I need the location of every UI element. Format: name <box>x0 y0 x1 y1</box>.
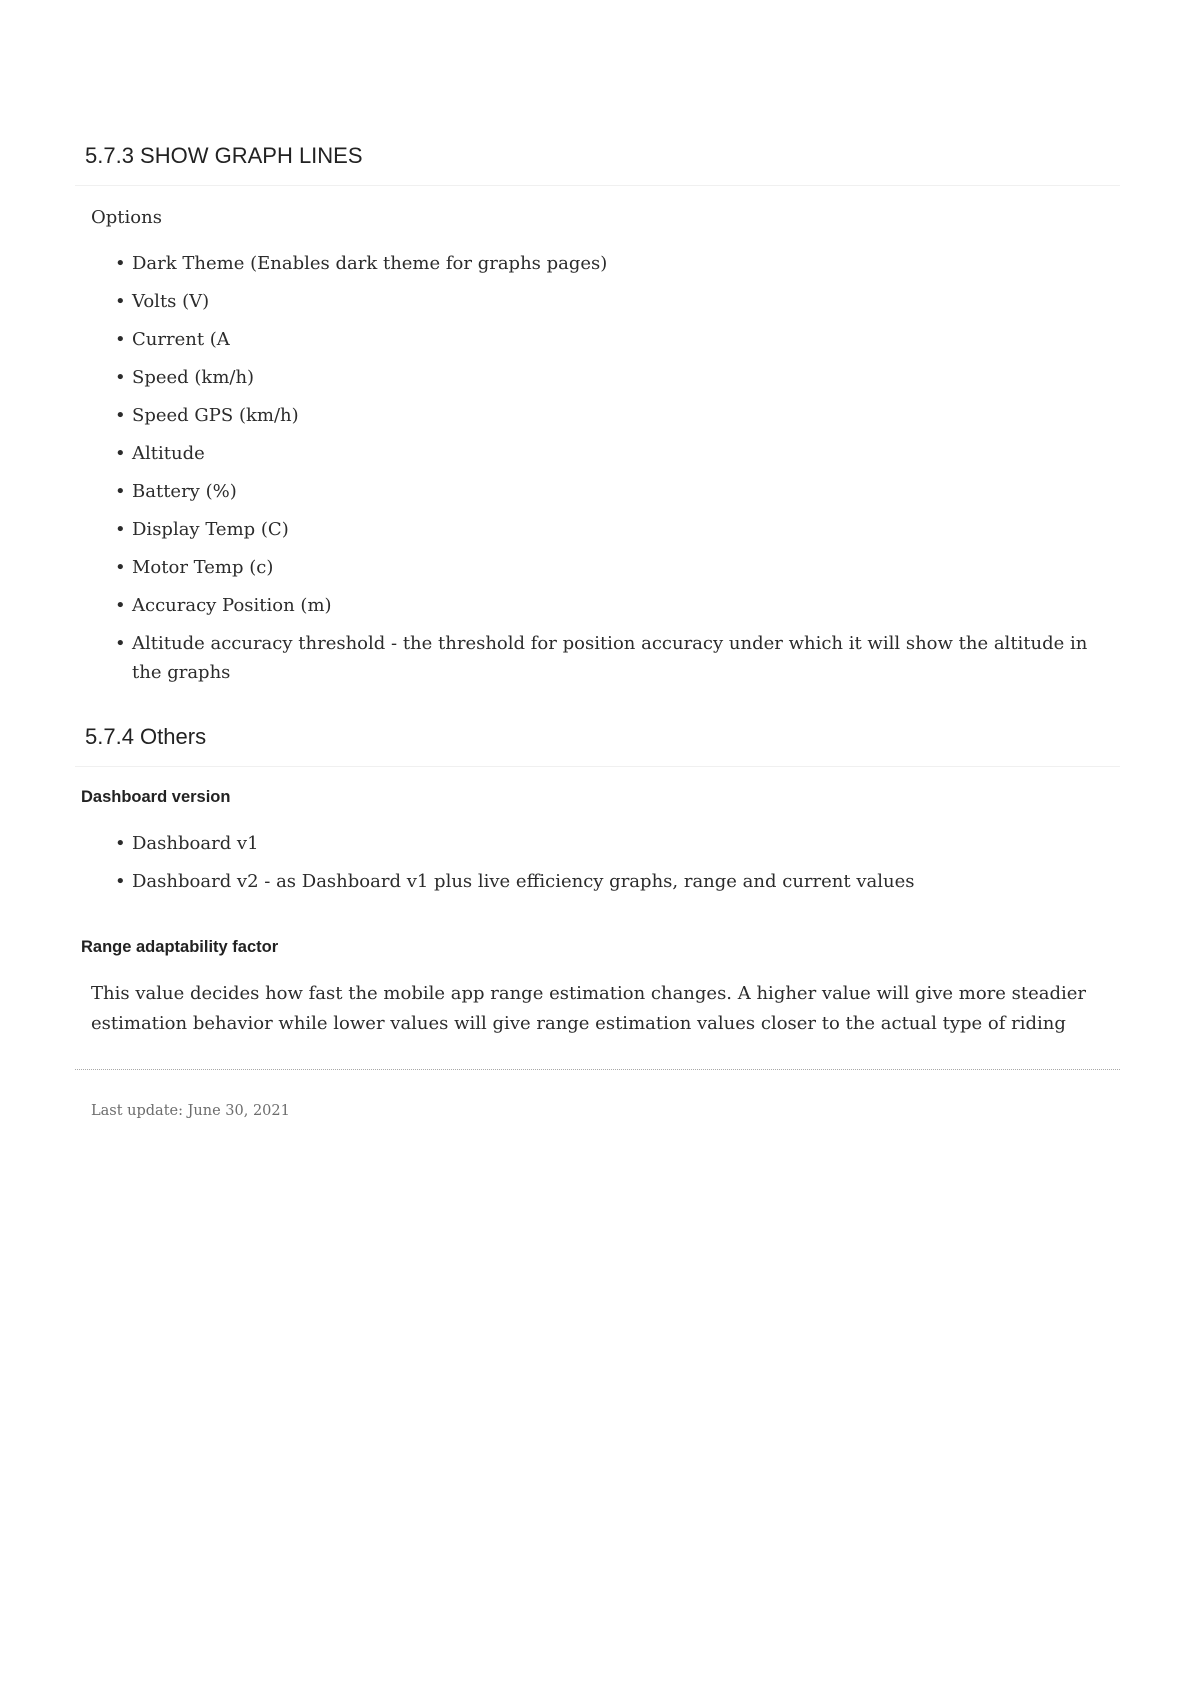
footer-divider <box>75 1069 1120 1070</box>
bullet-icon: • <box>115 633 126 654</box>
list-item: • Volts (V) <box>75 288 1112 317</box>
list-item: • Speed (km/h) <box>75 364 1112 393</box>
list-item: • Current (A <box>75 326 1112 355</box>
heading-divider <box>75 766 1120 767</box>
bullet-icon: • <box>115 595 126 616</box>
bullet-icon: • <box>115 291 126 312</box>
bullet-icon: • <box>115 367 126 388</box>
graph-lines-options-list <box>75 250 1120 697</box>
last-update: Last update: June 30, 2021 <box>91 1103 290 1119</box>
bullet-icon: • <box>115 405 126 426</box>
list-item: • Altitude accuracy threshold - the threshold for position accuracy under which it will show the altitude in the graphs <box>75 630 1112 687</box>
list-item: • Accuracy Position (m) <box>75 592 1112 621</box>
bullet-icon: • <box>115 871 126 892</box>
bullet-icon: • <box>115 557 126 578</box>
bullet-icon: • <box>115 519 126 540</box>
list-item: • Battery (%) <box>75 478 1112 507</box>
subheading-dashboard-version: Dashboard version <box>81 788 231 806</box>
list-item: • Motor Temp (c) <box>75 554 1112 583</box>
list-item: • Dashboard v2 - as Dashboard v1 plus live efficiency graphs, range and current values <box>75 868 1112 897</box>
subheading-range-adaptability: Range adaptability factor <box>81 938 279 956</box>
list-item: • Display Temp (C) <box>75 516 1112 545</box>
bullet-icon: • <box>115 481 126 502</box>
list-item: • Dashboard v1 <box>75 830 1112 859</box>
list-item: • Speed GPS (km/h) <box>75 402 1112 431</box>
bullet-icon: • <box>115 443 126 464</box>
section-heading-graph-lines: 5.7.3 SHOW GRAPH LINES <box>85 143 363 168</box>
bullet-icon: • <box>115 833 126 854</box>
section-heading-others: 5.7.4 Others <box>85 724 207 749</box>
range-factor-description: This value decides how fast the mobile app range estimation changes. A higher value will give more steadier estimation behavior while lower values will give range estimation values closer to the actual type of riding <box>91 983 1087 1034</box>
bullet-icon: • <box>115 329 126 350</box>
list-item: • Altitude <box>75 440 1112 469</box>
heading-divider <box>75 185 1120 186</box>
options-label: Options <box>91 207 162 228</box>
list-item: • Dark Theme (Enables dark theme for graphs pages) <box>75 250 1112 279</box>
bullet-icon: • <box>115 253 126 274</box>
dashboard-version-list <box>75 830 1120 906</box>
